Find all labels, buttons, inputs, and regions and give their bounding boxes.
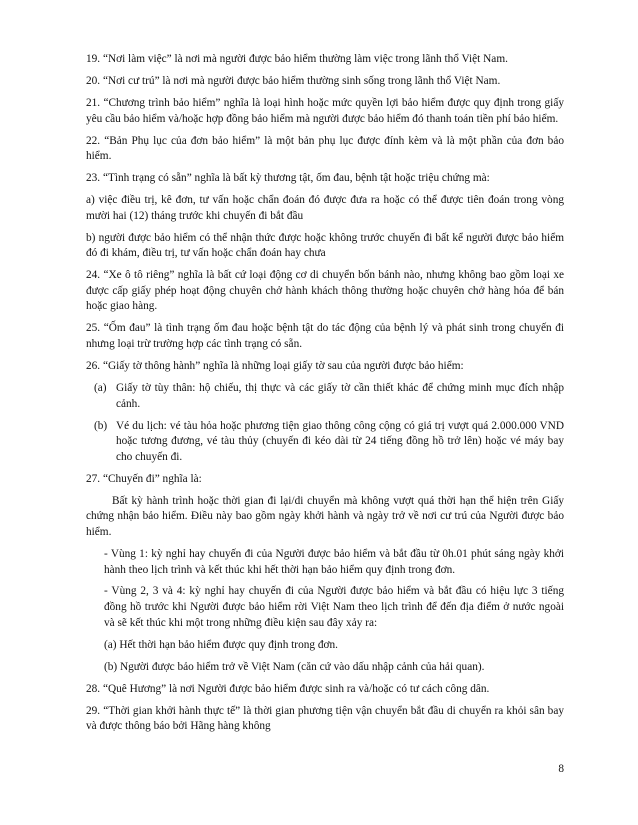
definition-23-a: a) việc điều trị, kê đơn, tư vấn hoặc chẩn đoán đó được đưa ra hoặc có thể được tiên đoán trong vòng mười hai (12) tháng trước khi chuyến đi bắt đầu [86,194,564,222]
definition-22: 22. “Bản Phụ lục của đơn bảo hiểm” là một bản phụ lục được đính kèm và là một phần của đơn bảo hiểm. [86,134,564,163]
definition-20: 20. “Nơi cư trú” là nơi mà người được bảo hiểm thường sinh sống trong lãnh thổ Việt Nam. [86,74,501,87]
document-item-a [94,381,564,412]
definition-23-b: b) người được bảo hiểm có thể nhận thức được hoặc không trước chuyến đi bất kể người được bảo hiểm đó đi khám, điều trị, tư vấn hoặc chẩn đoán hay chưa [86,231,564,260]
definition-19: 19. “Nơi làm việc” là nơi mà người được bảo hiểm thường làm việc trong lãnh thổ Việt Nam. [86,53,508,65]
definition-28: 28. “Quê Hương” là nơi Người được bảo hiểm được sinh ra và/hoặc có tư cách công dân. [86,682,490,695]
definition-26: 26. “Giấy tờ thông hành” nghĩa là những loại giấy tờ sau của người được bảo hiểm: [86,360,464,373]
page-body [86,52,564,741]
definition-29: 29. “Thời gian khởi hành thực tế” là thời gian phương tiện vận chuyển bắt đầu di chuyển ra khỏi sân bay và được thông báo bởi Hãng hàng không [86,704,564,733]
document-item-text: Vé du lịch: vé tàu hỏa hoặc phương tiện giao thông công cộng có giá trị vượt quá 2.000.000 VND hoặc tương đương, vé tàu thủy (chuyến đi kéo dài từ 24 tiếng đồng hồ trở lên) hoặc vé máy bay cho chuyến đi. [116,419,564,463]
document-item-label: (b) [94,419,108,432]
document-item-b [94,419,564,466]
end-condition-b: (b) Người được bảo hiểm trở về Việt Nam (căn cứ vào dấu nhập cảnh của hải quan). [104,660,485,673]
end-condition-a: (a) Hết thời hạn bảo hiểm được quy định trong đơn. [104,638,338,651]
definition-23: 23. “Tình trạng có sẵn” nghĩa là bất kỳ thương tật, ốm đau, bệnh tật hoặc triệu chứng mà: [86,172,490,185]
definition-27: 27. “Chuyến đi” nghĩa là: [86,472,202,485]
document-item-label: (a) [94,382,107,394]
definition-25: 25. “Ốm đau” là tình trạng ốm đau hoặc bệnh tật do tác động của bệnh lý và phát sinh trong chuyến đi nhưng loại trừ trường hợp các tình trạng có sẵn. [86,322,564,351]
document-item-text: Giấy tờ tùy thân: hộ chiếu, thị thực và các giấy tờ cần thiết khác để chứng minh mục đích nhập cảnh. [116,382,564,410]
definition-24: 24. “Xe ô tô riêng” nghĩa là bất cứ loại động cơ di chuyển bốn bánh nào, nhưng không bao gồm loại xe được cấp giấy phép hoạt động chuyên chở hành khách thông thường hoặc chuyên chở hàng hóa để bán hoặc giao hàng. [86,269,564,313]
page-number: 8 [558,763,564,775]
zone-2-3-4-rule: - Vùng 2, 3 và 4: kỳ nghỉ hay chuyến đi của Người được bảo hiểm và bắt đầu có hiệu lực 3 tiếng đồng hồ trước khi Người được bảo hiểm rời Việt Nam theo lịch trình để đến địa điểm ở nước ngoài và sẽ kết thúc khi một trong những điều kiện sau đây xảy ra: [104,585,564,629]
zone-1-rule: - Vùng 1: kỳ nghỉ hay chuyến đi của Người được bảo hiểm và bắt đầu từ 0h.01 phút sáng ngày khởi hành theo lịch trình và kết thúc khi hết thời hạn bảo hiểm quy định trong đơn. [104,547,564,576]
definition-27-body: Bất kỳ hành trình hoặc thời gian đi lại/di chuyển mà không vượt quá thời hạn thể hiện trên Giấy chứng nhận bảo hiểm. Điều này bao gồm ngày khởi hành và ngày trở về nơi cư trú của Người được bảo hiểm. [86,494,564,538]
definition-21: 21. “Chương trình bảo hiểm” nghĩa là loại hình hoặc mức quyền lợi bảo hiểm được quy định trong giấy yêu cầu bảo hiểm và/hoặc hợp đồng bảo hiểm mà người được bảo hiểm đó thanh toán tiền phí bảo hiểm. [86,96,564,125]
